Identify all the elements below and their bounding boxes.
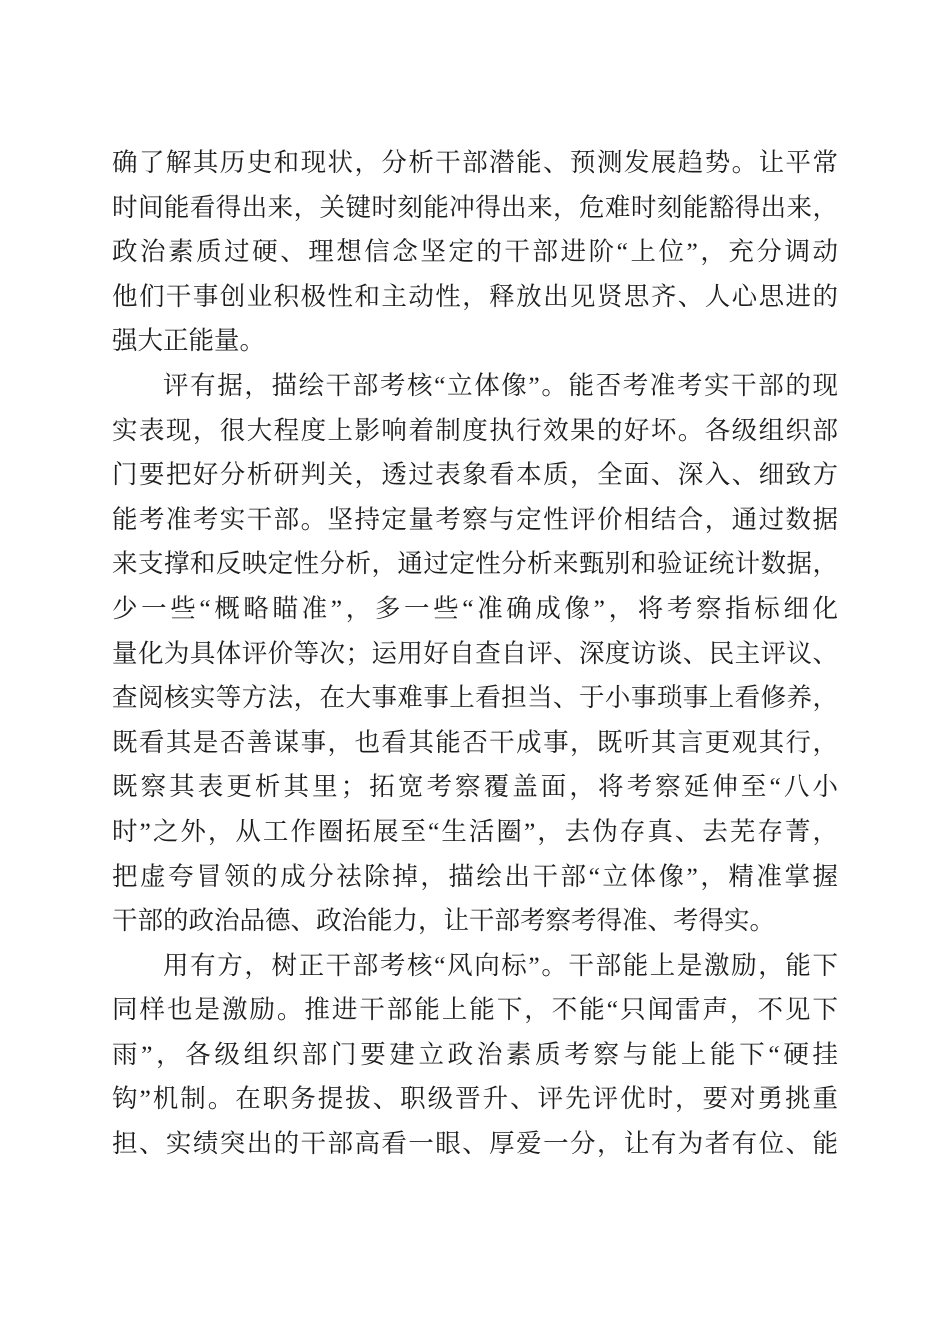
paragraph xyxy=(112,364,838,944)
text-line: 评有据，描绘干部考核“立体像”。能否考准考实干部的现 xyxy=(163,370,838,400)
text-line: 用有方，树正干部考核“风向标”。干部能上是激励，能下 xyxy=(163,950,838,980)
text-line: 能考准考实干部。坚持定量考察与定性评价相结合，通过数据 xyxy=(112,504,838,534)
text-line: 实表现，很大程度上影响着制度执行效果的好坏。各级组织部 xyxy=(112,415,838,445)
text-line: 强大正能量。 xyxy=(112,326,266,356)
text-line: 把虚夸冒领的成分祛除掉，描绘出干部“立体像”，精准掌握 xyxy=(112,861,838,891)
document-text xyxy=(112,141,838,1167)
text-line: 时间能看得出来，关键时刻能冲得出来，危难时刻能豁得出来， xyxy=(112,192,838,222)
text-line: 确了解其历史和现状，分析干部潜能、预测发展趋势。让平常 xyxy=(112,148,838,177)
text-line: 量化为具体评价等次；运用好自查自评、深度访谈、民主评议、 xyxy=(112,638,838,668)
text-line: 时”之外，从工作圈拓展至“生活圈”，去伪存真、去芜存菁， xyxy=(112,816,838,846)
text-line: 担、实绩突出的干部高看一眼、厚爱一分，让有为者有位、能 xyxy=(112,1129,838,1159)
text-line: 政治素质过硬、理想信念坚定的干部进阶“上位”，充分调动 xyxy=(112,237,838,267)
text-line: 查阅核实等方法，在大事难事上看担当、于小事琐事上看修养， xyxy=(112,683,838,713)
text-line: 既察其表更析其里；拓宽考察覆盖面，将考察延伸至“八小 xyxy=(112,772,838,802)
text-line: 既看其是否善谋事，也看其能否干成事，既听其言更观其行， xyxy=(112,727,838,757)
text-line: 来支撑和反映定性分析，通过定性分析来甄别和验证统计数据， xyxy=(112,549,838,579)
text-line: 门要把好分析研判关，透过表象看本质，全面、深入、细致方 xyxy=(112,460,838,490)
text-line: 少一些“概略瞄准”，多一些“准确成像”，将考察指标细化 xyxy=(112,593,838,623)
paragraph xyxy=(112,944,838,1167)
text-line: 钩”机制。在职务提拔、职级晋升、评先评优时，要对勇挑重 xyxy=(112,1084,838,1114)
text-line: 同样也是激励。推进干部能上能下，不能“只闻雷声，不见下 xyxy=(112,995,838,1025)
text-line: 干部的政治品德、政治能力，让干部考察考得准、考得实。 xyxy=(112,906,776,936)
text-line: 雨”，各级组织部门要建立政治素质考察与能上能下“硬挂 xyxy=(112,1039,838,1069)
paragraph xyxy=(112,141,838,364)
text-line: 他们干事创业积极性和主动性，释放出见贤思齐、人心思进的 xyxy=(112,281,838,311)
